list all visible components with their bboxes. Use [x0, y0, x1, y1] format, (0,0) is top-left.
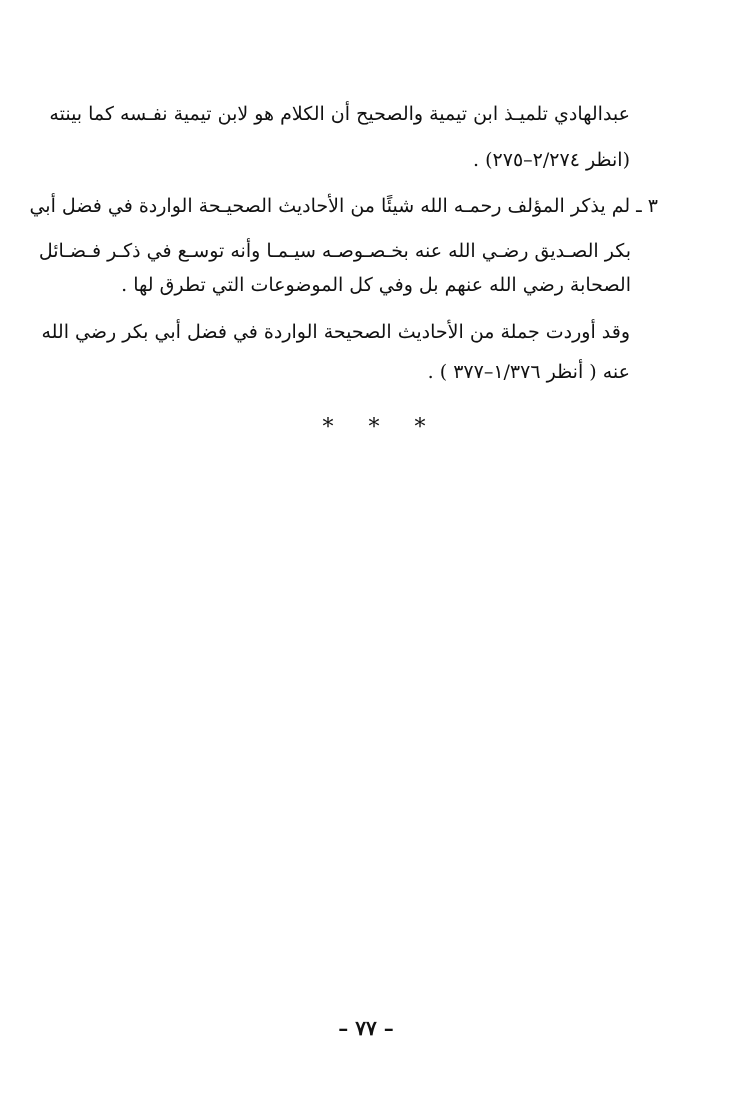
separator-star: * — [368, 415, 380, 440]
paragraph-3-line-1: وقد أوردت جملة من الأحاديث الصحيحة الواردة في فضل أبي بكر رضي الله — [41, 321, 630, 343]
separator-star: * — [322, 415, 334, 440]
paragraph-3-line-2: عنه ( أنظر ١/٣٧٦–٣٧٧ ) . — [427, 361, 630, 383]
separator-star: * — [414, 415, 426, 440]
page-number: – ٧٧ – — [338, 1016, 394, 1040]
paragraph-2-line-2: بكر الصـديق رضـي الله عنه بخـصـوصـه سيـمـا وأنه توسـع في ذكـر فـضـائل — [38, 240, 631, 262]
paragraph-1-line-2: (انظر ٢/٢٧٤–٢٧٥) . — [473, 149, 630, 171]
paragraph-1-line-1: عبدالهادي تلميـذ ابن تيمية والصحيح أن الكلام هو لابن تيمية نفـسه كما بينته — [49, 103, 630, 125]
section-separator — [318, 417, 430, 439]
paragraph-2-line-3: الصحابة رضي الله عنهم بل وفي كل الموضوعات التي تطرق لها . — [121, 274, 631, 296]
paragraph-2-line-1: ٣ ـ لم يذكر المؤلف رحمـه الله شيئًا من الأحاديث الصحيـحة الواردة في فضل أبي — [29, 195, 658, 217]
